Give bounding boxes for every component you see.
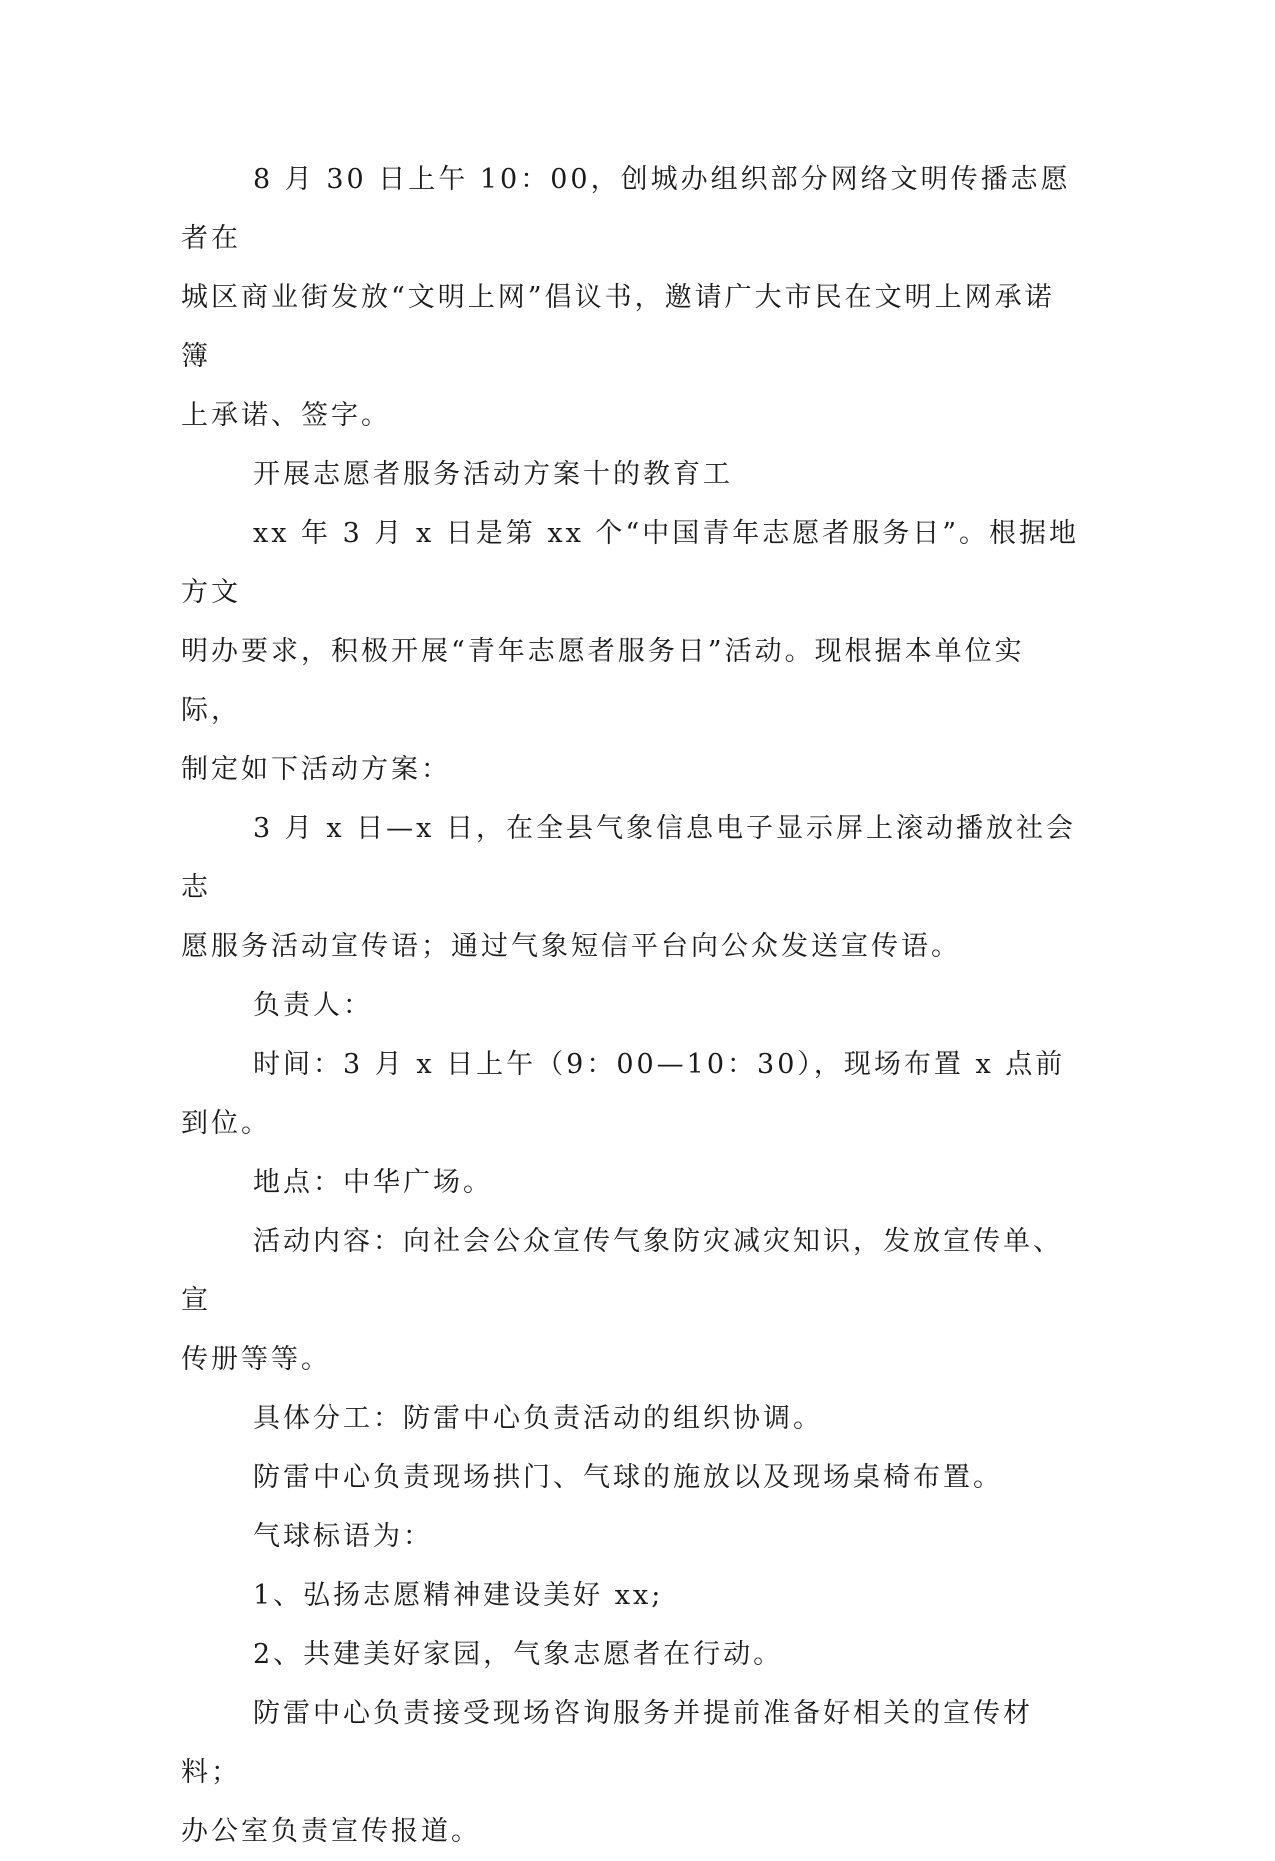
text-line: xx 年 3 月 x 日是第 xx 个“中国青年志愿者服务日”。根据地方文 [181,518,1079,608]
paragraph [181,504,1081,799]
text-line: 2、共建美好家园，气象志愿者在行动。 [253,1639,784,1670]
paragraph [181,1212,1081,1389]
text-line: 1、弘扬志愿精神建设美好 xx; [253,1580,664,1611]
text-line: 8 月 30 日上午 10：00，创城办组织部分网络文明传播志愿者在 [181,164,1071,254]
text-line: 气球标语为： [253,1521,433,1552]
text-line: 愿服务活动宣传语；通过气象短信平台向公众发送宣传语。 [181,931,961,962]
paragraph [181,1389,1081,1448]
text-line: 城区商业街发放“文明上网”倡议书，邀请广大市民在文明上网承诺簿 [181,282,1055,372]
paragraph [181,1566,1081,1625]
text-line: 制定如下活动方案： [181,754,451,785]
text-line: 明办要求，积极开展“青年志愿者服务日”活动。现根据本单位实际， [181,636,1025,726]
text-line: 上承诺、签字。 [181,400,391,431]
text-line: 3 月 x 日—x 日，在全县气象信息电子显示屏上滚动播放社会志 [181,813,1076,903]
text-line: 开展志愿者服务活动方案十的教育工 [253,459,733,490]
paragraph [181,1684,1081,1861]
paragraph [181,799,1081,976]
text-line: 负责人： [253,990,373,1021]
paragraph [181,1448,1081,1507]
text-line: 传册等等。 [181,1344,331,1375]
paragraph [181,150,1081,445]
paragraph [181,1625,1081,1684]
text-line: 地点：中华广场。 [253,1167,493,1198]
text-line: 防雷中心负责接受现场咨询服务并提前准备好相关的宣传材料； [181,1698,1033,1788]
document-body [181,150,1081,1861]
text-line: 办公室负责宣传报道。 [181,1816,481,1847]
paragraph [181,1507,1081,1566]
paragraph [181,976,1081,1035]
paragraph [181,445,1081,504]
text-line: 时间：3 月 x 日上午（9：00—10：30），现场布置 x 点前到位。 [181,1049,1066,1139]
text-line: 防雷中心负责现场拱门、气球的施放以及现场桌椅布置。 [253,1462,1003,1493]
paragraph [181,1035,1081,1153]
text-line: 活动内容：向社会公众宣传气象防灾减灾知识，发放宣传单、宣 [181,1226,1063,1316]
paragraph [181,1153,1081,1212]
text-line: 具体分工：防雷中心负责活动的组织协调。 [253,1403,823,1434]
